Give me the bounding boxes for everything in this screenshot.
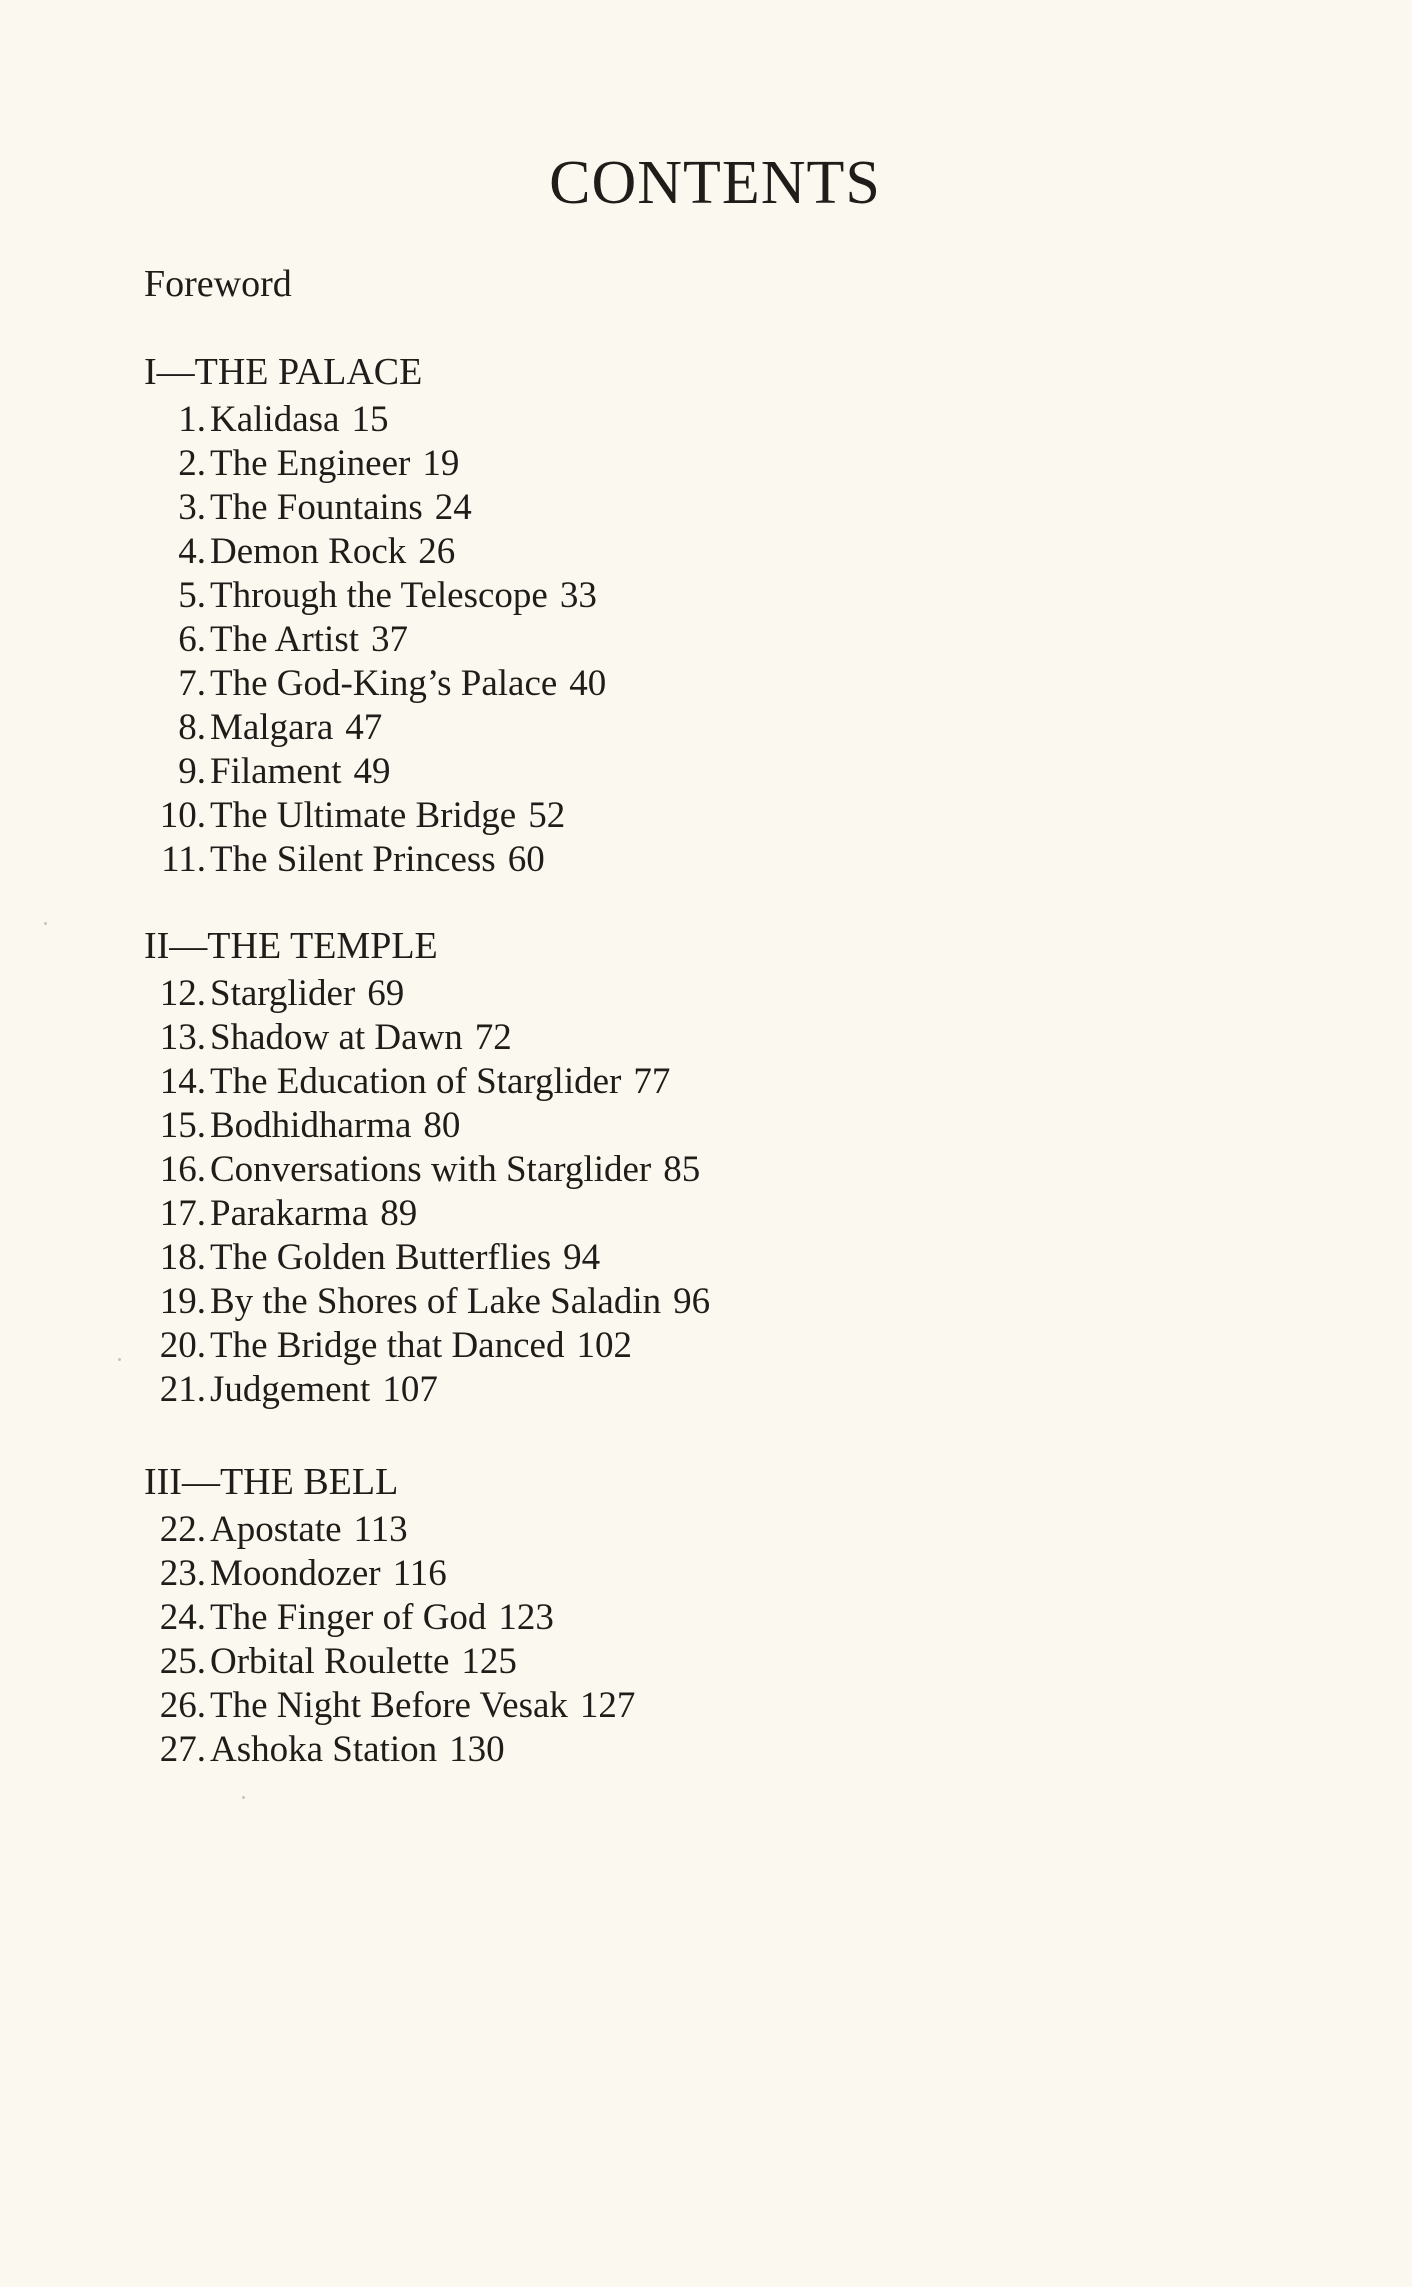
- chapter-number: 13.: [159, 1017, 206, 1058]
- chapter-title: Ashoka Station: [210, 1729, 438, 1770]
- chapter-number: 6.: [178, 619, 206, 660]
- chapter-page-number: 47: [345, 707, 383, 748]
- chapter-number: 23.: [159, 1553, 206, 1594]
- chapter-title: The Bridge that Danced: [210, 1325, 565, 1366]
- chapter-title: The God-King’s Palace: [210, 663, 558, 704]
- chapter-page-number: 15: [351, 399, 389, 440]
- chapter-page-number: 94: [563, 1237, 601, 1278]
- chapter-title: Conversations with Starglider: [210, 1149, 652, 1190]
- chapter-title: The Golden Butterflies: [210, 1237, 552, 1278]
- chapter-page-number: 24: [434, 487, 472, 528]
- chapter-number: 12.: [159, 973, 206, 1014]
- chapter-number: 20.: [159, 1325, 206, 1366]
- chapter-page-number: 69: [367, 973, 405, 1014]
- chapter-number: 3.: [178, 487, 206, 528]
- chapter-page-number: 40: [569, 663, 607, 704]
- chapter-number: 2.: [178, 443, 206, 484]
- chapter-entry: [144, 838, 606, 882]
- chapter-entry: [144, 662, 606, 706]
- chapter-page-number: 102: [576, 1325, 632, 1366]
- chapter-number: 4.: [178, 531, 206, 572]
- chapter-list: [144, 398, 606, 882]
- chapter-list: [144, 972, 710, 1412]
- chapter-page-number: 26: [418, 531, 456, 572]
- chapter-page-number: 52: [528, 795, 566, 836]
- chapter-number: 1.: [178, 399, 206, 440]
- chapter-page-number: 107: [382, 1369, 438, 1410]
- chapter-page-number: 85: [663, 1149, 701, 1190]
- chapter-number: 14.: [159, 1061, 206, 1102]
- chapter-number: 18.: [159, 1237, 206, 1278]
- chapter-entry: [144, 1368, 710, 1412]
- chapter-number: 21.: [159, 1369, 206, 1410]
- chapter-entry: [144, 486, 606, 530]
- page-title: CONTENTS: [549, 149, 881, 217]
- chapter-title: Demon Rock: [210, 531, 407, 572]
- chapter-page-number: 125: [461, 1641, 517, 1682]
- chapter-title: The Education of Starglider: [210, 1061, 622, 1102]
- chapter-title: Apostate: [210, 1509, 342, 1550]
- chapter-title: Parakarma: [210, 1193, 369, 1234]
- chapter-page-number: 37: [371, 619, 409, 660]
- chapter-entry: [144, 1508, 635, 1552]
- part-title: I—THE PALACE: [144, 351, 423, 393]
- chapter-number: 9.: [178, 751, 206, 792]
- foreword-entry: Foreword: [144, 263, 292, 305]
- chapter-entry: [144, 530, 606, 574]
- chapter-page-number: 77: [633, 1061, 671, 1102]
- chapter-number: 27.: [159, 1729, 206, 1770]
- chapter-title: The Silent Princess: [210, 839, 496, 880]
- chapter-title: The Ultimate Bridge: [210, 795, 517, 836]
- chapter-page-number: 123: [498, 1597, 554, 1638]
- chapter-entry: [144, 794, 606, 838]
- chapter-title: By the Shores of Lake Saladin: [210, 1281, 662, 1322]
- chapter-entry: [144, 1104, 710, 1148]
- chapter-entry: [144, 1148, 710, 1192]
- paper-speck: [44, 922, 47, 925]
- chapter-number: 24.: [159, 1597, 206, 1638]
- chapter-page-number: 60: [507, 839, 545, 880]
- chapter-page-number: 80: [423, 1105, 461, 1146]
- chapter-entry: [144, 1280, 710, 1324]
- chapter-page-number: 49: [353, 751, 391, 792]
- chapter-title: The Engineer: [210, 443, 411, 484]
- paper-speck: [242, 1796, 245, 1799]
- chapter-page-number: 127: [579, 1685, 636, 1726]
- chapter-entry: [144, 618, 606, 662]
- chapter-number: 19.: [159, 1281, 206, 1322]
- chapter-title: Starglider: [210, 973, 356, 1014]
- chapter-entry: [144, 1060, 710, 1104]
- chapter-title: Moondozer: [210, 1553, 381, 1594]
- chapter-entry: [144, 1236, 710, 1280]
- chapter-number: 8.: [178, 707, 206, 748]
- chapter-title: Bodhidharma: [210, 1105, 412, 1146]
- part-title: III—THE BELL: [144, 1461, 399, 1503]
- chapter-title: The Finger of God: [210, 1597, 487, 1638]
- chapter-title: Filament: [210, 751, 342, 792]
- chapter-page-number: 33: [559, 575, 597, 616]
- paper-speck: [118, 1358, 121, 1361]
- chapter-page-number: 116: [392, 1553, 447, 1594]
- chapter-title: Through the Telescope: [210, 575, 548, 616]
- chapter-entry: [144, 1596, 635, 1640]
- chapter-page-number: 130: [449, 1729, 505, 1770]
- chapter-page-number: 72: [474, 1017, 512, 1058]
- chapter-title: The Artist: [210, 619, 360, 660]
- chapter-title: The Fountains: [210, 487, 423, 528]
- chapter-entry: [144, 1552, 635, 1596]
- chapter-number: 26.: [159, 1685, 206, 1726]
- chapter-entry: [144, 1684, 635, 1728]
- chapter-title: Kalidasa: [210, 399, 340, 440]
- chapter-number: 5.: [178, 575, 206, 616]
- chapter-number: 11.: [161, 839, 206, 880]
- chapter-page-number: 19: [422, 443, 460, 484]
- chapter-number: 17.: [159, 1193, 206, 1234]
- chapter-title: Malgara: [210, 707, 334, 748]
- chapter-entry: [144, 1324, 710, 1368]
- chapter-number: 10.: [159, 795, 206, 836]
- chapter-page-number: 89: [380, 1193, 418, 1234]
- chapter-entry: [144, 398, 606, 442]
- chapter-entry: [144, 1728, 635, 1772]
- chapter-entry: [144, 750, 606, 794]
- chapter-entry: [144, 1640, 635, 1684]
- chapter-entry: [144, 972, 710, 1016]
- part-section: [144, 350, 606, 882]
- chapter-number: 25.: [159, 1641, 206, 1682]
- chapter-list: [144, 1508, 635, 1772]
- chapter-page-number: 96: [673, 1281, 711, 1322]
- part-title: II—THE TEMPLE: [144, 925, 438, 967]
- chapter-number: 22.: [159, 1509, 206, 1550]
- chapter-title: The Night Before Vesak: [210, 1685, 568, 1726]
- chapter-entry: [144, 706, 606, 750]
- chapter-number: 16.: [159, 1149, 206, 1190]
- chapter-entry: [144, 442, 606, 486]
- chapter-number: 7.: [178, 663, 206, 704]
- part-section: [144, 1460, 635, 1772]
- chapter-title: Judgement: [210, 1369, 371, 1410]
- chapter-entry: [144, 1016, 710, 1060]
- chapter-entry: [144, 1192, 710, 1236]
- chapter-title: Shadow at Dawn: [210, 1017, 463, 1058]
- chapter-title: Orbital Roulette: [210, 1641, 450, 1682]
- part-section: [144, 924, 710, 1412]
- chapter-number: 15.: [159, 1105, 206, 1146]
- chapter-entry: [144, 574, 606, 618]
- chapter-page-number: 113: [353, 1509, 408, 1550]
